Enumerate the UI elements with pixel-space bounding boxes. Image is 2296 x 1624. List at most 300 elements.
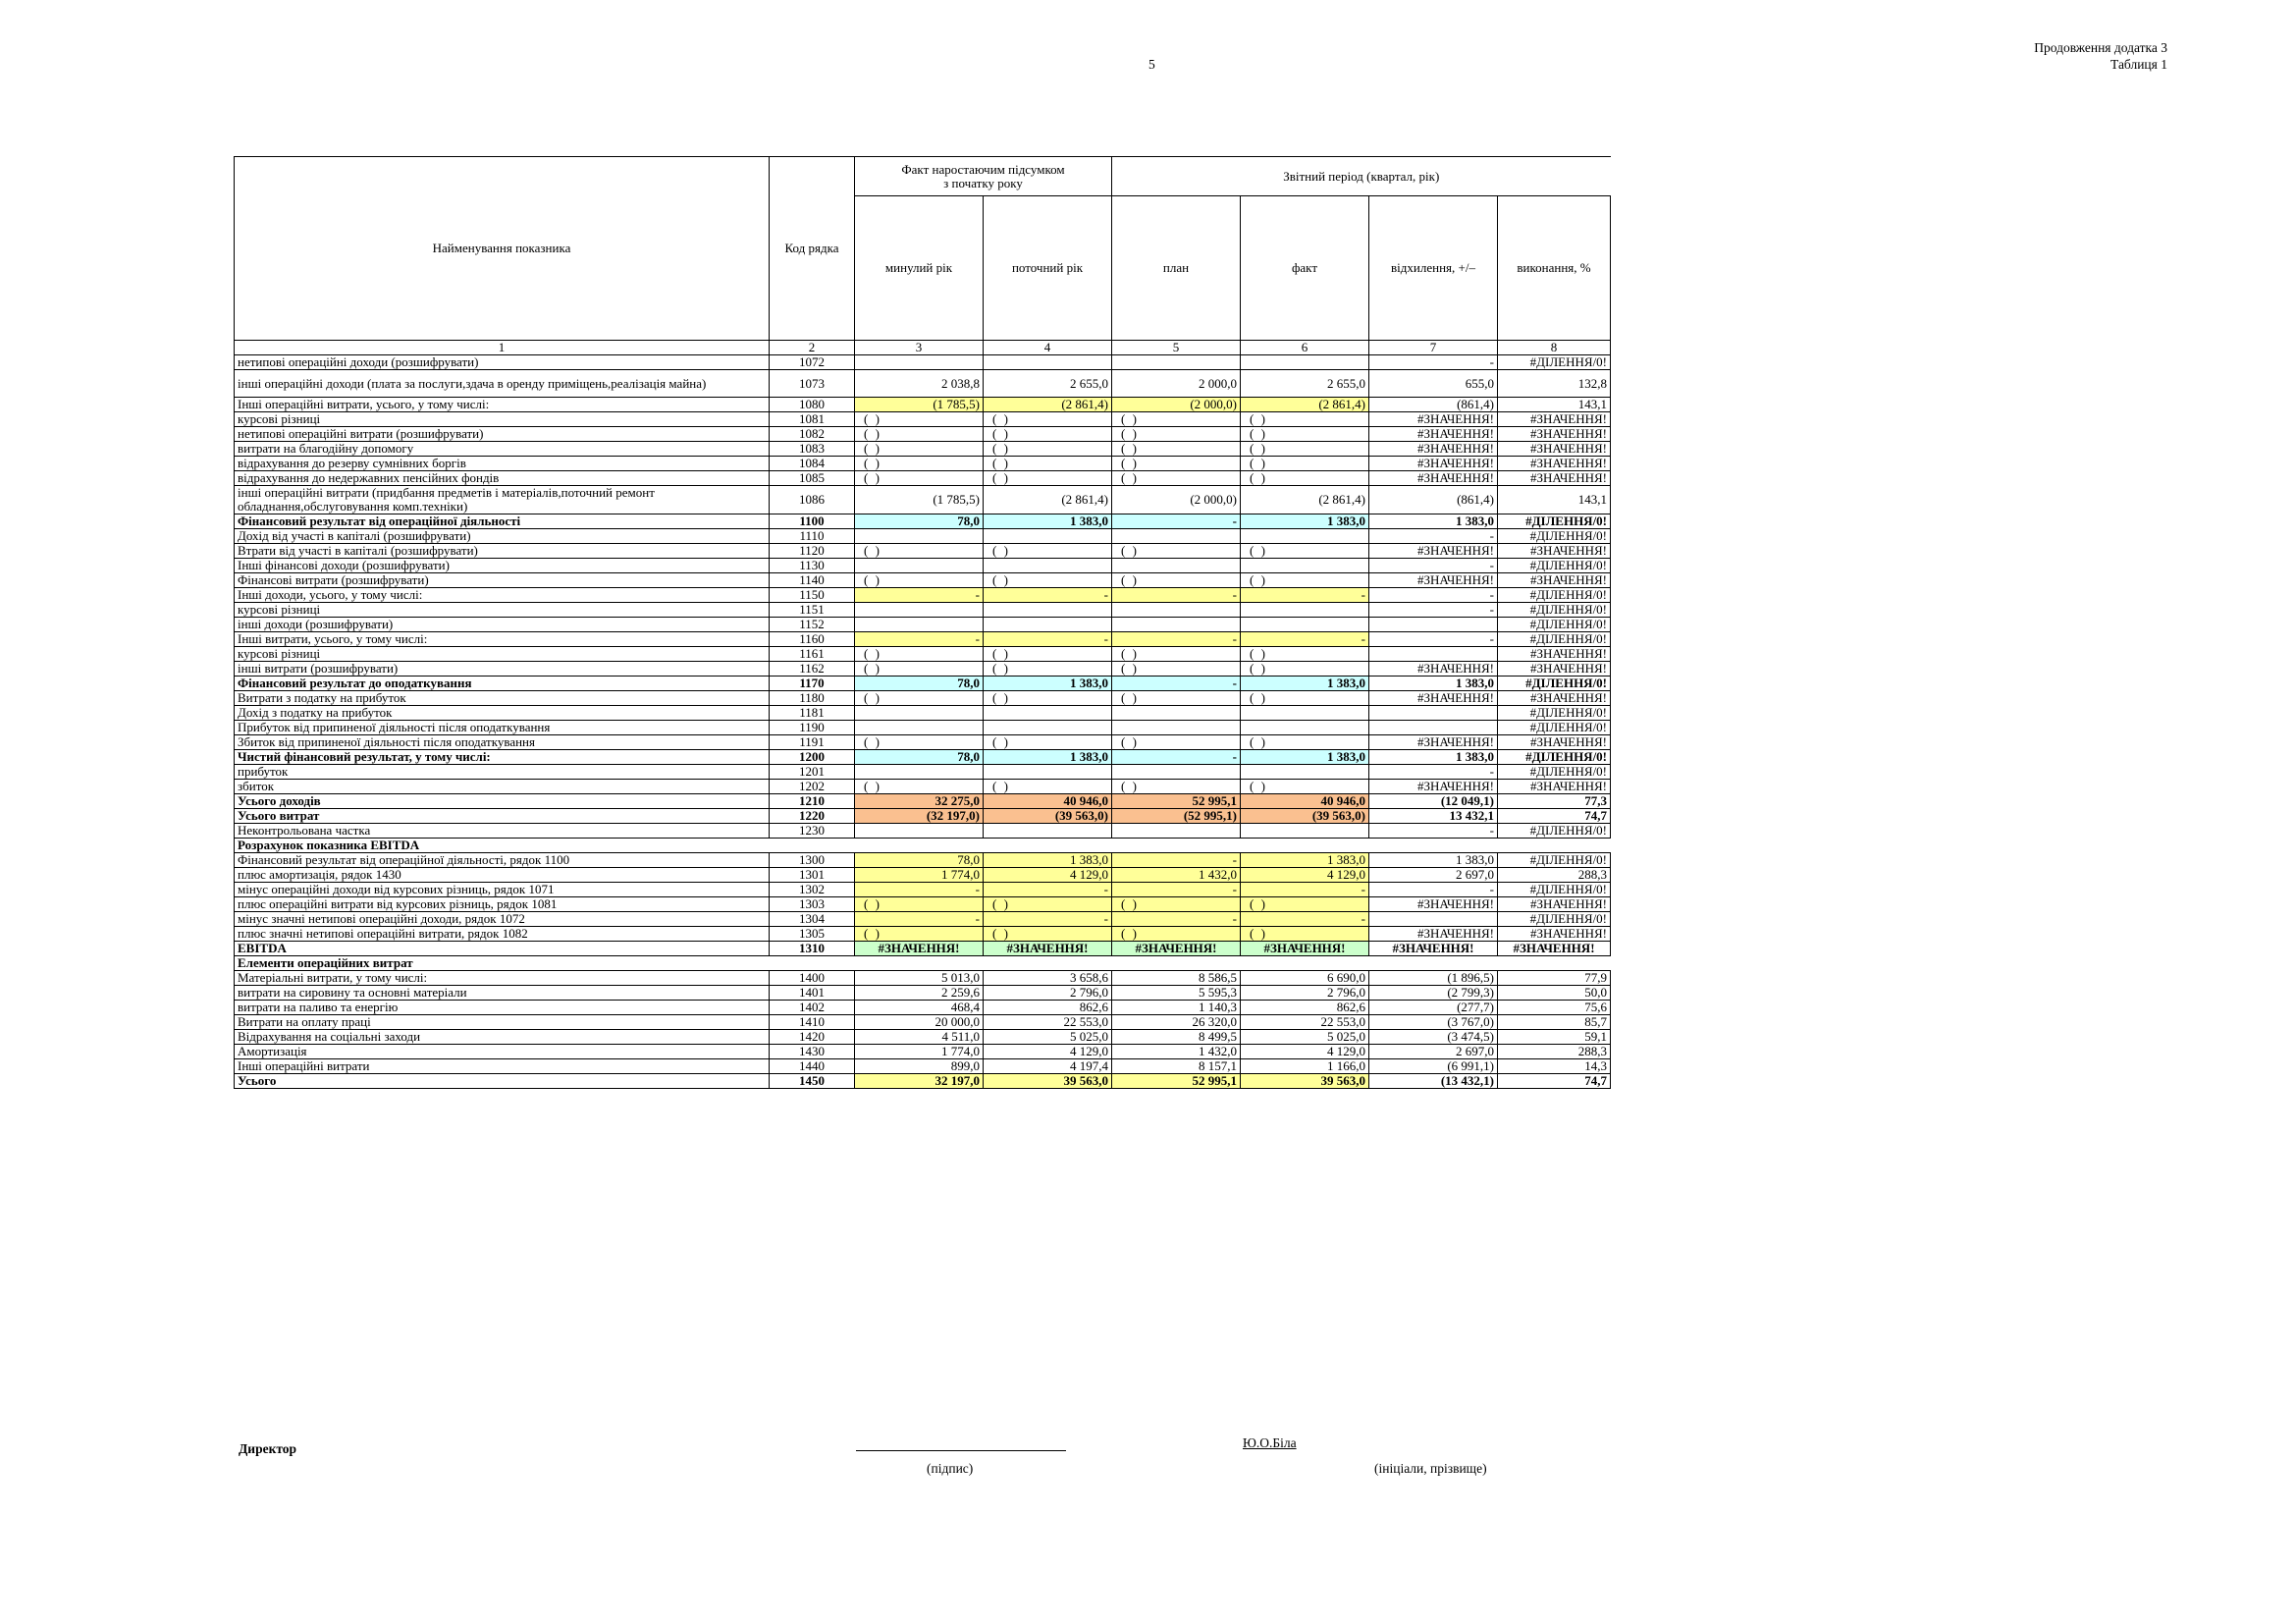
value-cell bbox=[984, 573, 1112, 588]
value-cell bbox=[1112, 897, 1241, 912]
value-cell bbox=[984, 471, 1112, 486]
value-cell bbox=[1369, 647, 1498, 662]
empty-bracket-value: ( ) bbox=[864, 646, 881, 661]
indicator-name: плюс амортизація, рядок 1430 bbox=[235, 868, 770, 883]
indicator-name: відрахування до недержавних пенсійних фондів bbox=[235, 471, 770, 486]
indicator-name: Усього доходів bbox=[235, 794, 770, 809]
indicator-name: витрати на сировину та основні матеріали bbox=[235, 986, 770, 1001]
value-cell: - bbox=[1112, 588, 1241, 603]
value-cell: #ЗНАЧЕННЯ! bbox=[1369, 471, 1498, 486]
value-cell bbox=[1112, 573, 1241, 588]
value-cell: - bbox=[855, 632, 984, 647]
empty-bracket-value: ( ) bbox=[864, 456, 881, 470]
table-row bbox=[235, 706, 1611, 721]
value-cell bbox=[1112, 735, 1241, 750]
value-cell: 40 946,0 bbox=[1241, 794, 1369, 809]
value-cell: 862,6 bbox=[1241, 1001, 1369, 1015]
value-cell: #ЗНАЧЕННЯ! bbox=[1369, 691, 1498, 706]
section-title: Розрахунок показника EBITDA bbox=[235, 839, 1611, 853]
value-cell: #ЗНАЧЕННЯ! bbox=[1369, 457, 1498, 471]
empty-bracket-value: ( ) bbox=[1250, 661, 1267, 676]
value-cell: - bbox=[855, 883, 984, 897]
value-cell bbox=[1241, 355, 1369, 370]
indicator-name: Витрати з податку на прибуток bbox=[235, 691, 770, 706]
value-cell bbox=[1112, 780, 1241, 794]
value-cell: 2 655,0 bbox=[1241, 370, 1369, 398]
value-cell: 39 563,0 bbox=[1241, 1074, 1369, 1089]
row-code: 1202 bbox=[770, 780, 855, 794]
value-cell: #ЗНАЧЕННЯ! bbox=[1369, 442, 1498, 457]
value-cell: #ЗНАЧЕННЯ! bbox=[1369, 927, 1498, 942]
value-cell bbox=[984, 721, 1112, 735]
value-cell: 5 013,0 bbox=[855, 971, 984, 986]
row-code: 1302 bbox=[770, 883, 855, 897]
value-cell: 1 383,0 bbox=[984, 750, 1112, 765]
row-code: 1083 bbox=[770, 442, 855, 457]
indicator-name: Відрахування на соціальні заходи bbox=[235, 1030, 770, 1045]
value-cell: - bbox=[1369, 588, 1498, 603]
value-cell bbox=[855, 765, 984, 780]
empty-bracket-value: ( ) bbox=[1121, 661, 1139, 676]
value-cell: #ЗНАЧЕННЯ! bbox=[1498, 780, 1611, 794]
value-cell bbox=[1241, 442, 1369, 457]
empty-bracket-value: ( ) bbox=[864, 896, 881, 911]
value-cell: 3 658,6 bbox=[984, 971, 1112, 986]
value-cell bbox=[1112, 457, 1241, 471]
table-row bbox=[235, 471, 1611, 486]
value-cell bbox=[1112, 427, 1241, 442]
value-cell: #ДІЛЕННЯ/0! bbox=[1498, 632, 1611, 647]
value-cell bbox=[1241, 544, 1369, 559]
value-cell: #ЗНАЧЕННЯ! bbox=[1498, 662, 1611, 677]
value-cell: #ДІЛЕННЯ/0! bbox=[1498, 824, 1611, 839]
row-code: 1151 bbox=[770, 603, 855, 618]
value-cell bbox=[855, 897, 984, 912]
indicator-name: Дохід з податку на прибуток bbox=[235, 706, 770, 721]
value-cell: (39 563,0) bbox=[1241, 809, 1369, 824]
value-cell: 4 129,0 bbox=[984, 868, 1112, 883]
table-row bbox=[235, 1045, 1611, 1059]
director-label: Директор bbox=[239, 1441, 297, 1456]
table-row bbox=[235, 647, 1611, 662]
empty-bracket-value: ( ) bbox=[1121, 926, 1139, 941]
value-cell: #ЗНАЧЕННЯ! bbox=[1112, 942, 1241, 956]
table-row bbox=[235, 824, 1611, 839]
value-cell bbox=[1112, 603, 1241, 618]
value-cell bbox=[984, 706, 1112, 721]
value-cell bbox=[1112, 662, 1241, 677]
value-cell: - bbox=[1112, 677, 1241, 691]
value-cell: (1 896,5) bbox=[1369, 971, 1498, 986]
column-number: 8 bbox=[1498, 341, 1611, 355]
empty-bracket-value: ( ) bbox=[1250, 543, 1267, 558]
empty-bracket-value: ( ) bbox=[992, 779, 1010, 793]
row-code: 1150 bbox=[770, 588, 855, 603]
value-cell: 2 697,0 bbox=[1369, 868, 1498, 883]
value-cell: (2 000,0) bbox=[1112, 398, 1241, 412]
value-cell: #ДІЛЕННЯ/0! bbox=[1498, 514, 1611, 529]
value-cell: 78,0 bbox=[855, 514, 984, 529]
value-cell: 74,7 bbox=[1498, 1074, 1611, 1089]
value-cell bbox=[1369, 912, 1498, 927]
row-code: 1110 bbox=[770, 529, 855, 544]
indicator-name: витрати на благодійну допомогу bbox=[235, 442, 770, 457]
value-cell bbox=[1112, 824, 1241, 839]
table-row bbox=[235, 780, 1611, 794]
table-row bbox=[235, 721, 1611, 735]
value-cell: - bbox=[984, 588, 1112, 603]
value-cell bbox=[1112, 721, 1241, 735]
table-number-label: Таблиця 1 bbox=[2110, 57, 2167, 72]
empty-bracket-value: ( ) bbox=[864, 779, 881, 793]
indicator-name: Матеріальні витрати, у тому числі: bbox=[235, 971, 770, 986]
value-cell bbox=[855, 691, 984, 706]
value-cell: - bbox=[1241, 632, 1369, 647]
empty-bracket-value: ( ) bbox=[864, 690, 881, 705]
indicator-name: курсові різниці bbox=[235, 603, 770, 618]
value-cell bbox=[1241, 765, 1369, 780]
row-code: 1161 bbox=[770, 647, 855, 662]
value-cell bbox=[984, 603, 1112, 618]
value-cell bbox=[855, 529, 984, 544]
row-code: 1085 bbox=[770, 471, 855, 486]
value-cell bbox=[855, 735, 984, 750]
empty-bracket-value: ( ) bbox=[992, 470, 1010, 485]
value-cell: (3 474,5) bbox=[1369, 1030, 1498, 1045]
indicator-name: плюс операційні витрати від курсових різниць, рядок 1081 bbox=[235, 897, 770, 912]
value-cell: 1 383,0 bbox=[1369, 677, 1498, 691]
indicator-name: мінус операційні доходи від курсових різниць, рядок 1071 bbox=[235, 883, 770, 897]
indicator-name: Інші операційні витрати, усього, у тому числі: bbox=[235, 398, 770, 412]
header-cumulative-group: Факт наростаючим підсумком з початку року bbox=[855, 157, 1112, 196]
indicator-name: Усього bbox=[235, 1074, 770, 1089]
empty-bracket-value: ( ) bbox=[1121, 441, 1139, 456]
table-row bbox=[235, 412, 1611, 427]
empty-bracket-value: ( ) bbox=[1250, 456, 1267, 470]
value-cell bbox=[1241, 427, 1369, 442]
empty-bracket-value: ( ) bbox=[1121, 779, 1139, 793]
row-code: 1210 bbox=[770, 794, 855, 809]
empty-bracket-value: ( ) bbox=[992, 456, 1010, 470]
empty-bracket-value: ( ) bbox=[1121, 896, 1139, 911]
indicator-name: Фінансові витрати (розшифрувати) bbox=[235, 573, 770, 588]
value-cell: 5 595,3 bbox=[1112, 986, 1241, 1001]
empty-bracket-value: ( ) bbox=[864, 426, 881, 441]
table-row bbox=[235, 971, 1611, 986]
value-cell bbox=[855, 573, 984, 588]
value-cell: 1 383,0 bbox=[1369, 750, 1498, 765]
indicator-name: інші витрати (розшифрувати) bbox=[235, 662, 770, 677]
value-cell: (13 432,1) bbox=[1369, 1074, 1498, 1089]
value-cell: 288,3 bbox=[1498, 1045, 1611, 1059]
value-cell bbox=[1241, 457, 1369, 471]
value-cell bbox=[984, 897, 1112, 912]
value-cell: 8 499,5 bbox=[1112, 1030, 1241, 1045]
column-number: 3 bbox=[855, 341, 984, 355]
financial-report-table bbox=[234, 156, 1611, 1089]
value-cell: - bbox=[1369, 632, 1498, 647]
value-cell bbox=[855, 471, 984, 486]
value-cell: 2 796,0 bbox=[1241, 986, 1369, 1001]
table-row bbox=[235, 514, 1611, 529]
value-cell: - bbox=[1112, 853, 1241, 868]
value-cell bbox=[1241, 471, 1369, 486]
value-cell: #ЗНАЧЕННЯ! bbox=[1369, 427, 1498, 442]
header-row-code: Код рядка bbox=[770, 157, 855, 341]
empty-bracket-value: ( ) bbox=[992, 734, 1010, 749]
value-cell bbox=[855, 706, 984, 721]
empty-bracket-value: ( ) bbox=[992, 690, 1010, 705]
value-cell: (2 000,0) bbox=[1112, 486, 1241, 514]
value-cell: #ЗНАЧЕННЯ! bbox=[1498, 647, 1611, 662]
empty-bracket-value: ( ) bbox=[864, 543, 881, 558]
table-row bbox=[235, 1015, 1611, 1030]
row-code: 1084 bbox=[770, 457, 855, 471]
value-cell bbox=[1241, 897, 1369, 912]
value-cell bbox=[1112, 529, 1241, 544]
empty-bracket-value: ( ) bbox=[1250, 896, 1267, 911]
indicator-name: EBITDA bbox=[235, 942, 770, 956]
value-cell: #ДІЛЕННЯ/0! bbox=[1498, 618, 1611, 632]
value-cell: (2 799,3) bbox=[1369, 986, 1498, 1001]
value-cell: 4 129,0 bbox=[1241, 868, 1369, 883]
value-cell bbox=[1241, 721, 1369, 735]
value-cell: 1 140,3 bbox=[1112, 1001, 1241, 1015]
row-code: 1160 bbox=[770, 632, 855, 647]
value-cell: - bbox=[1369, 883, 1498, 897]
continuation-label: Продовження додатка 3 bbox=[2034, 40, 2167, 55]
value-cell: 52 995,1 bbox=[1112, 794, 1241, 809]
value-cell: - bbox=[855, 588, 984, 603]
value-cell: #ДІЛЕННЯ/0! bbox=[1498, 721, 1611, 735]
value-cell: #ЗНАЧЕННЯ! bbox=[1498, 457, 1611, 471]
value-cell bbox=[1112, 765, 1241, 780]
empty-bracket-value: ( ) bbox=[864, 441, 881, 456]
header-deviation: відхилення, +/– bbox=[1369, 196, 1498, 341]
value-cell: 40 946,0 bbox=[984, 794, 1112, 809]
value-cell: - bbox=[1369, 559, 1498, 573]
table-row bbox=[235, 986, 1611, 1001]
section-title: Елементи операційних витрат bbox=[235, 956, 1611, 971]
empty-bracket-value: ( ) bbox=[1250, 690, 1267, 705]
value-cell bbox=[855, 412, 984, 427]
indicator-name: курсові різниці bbox=[235, 647, 770, 662]
value-cell: - bbox=[1241, 883, 1369, 897]
report-body bbox=[235, 355, 1611, 1089]
indicator-name: Інші доходи, усього, у тому числі: bbox=[235, 588, 770, 603]
value-cell bbox=[984, 559, 1112, 573]
table-row bbox=[235, 912, 1611, 927]
table-row bbox=[235, 1001, 1611, 1015]
value-cell: 1 383,0 bbox=[984, 677, 1112, 691]
row-code: 1303 bbox=[770, 897, 855, 912]
value-cell bbox=[855, 662, 984, 677]
value-cell: - bbox=[984, 632, 1112, 647]
value-cell: #ДІЛЕННЯ/0! bbox=[1498, 750, 1611, 765]
empty-bracket-value: ( ) bbox=[864, 572, 881, 587]
empty-bracket-value: ( ) bbox=[1250, 572, 1267, 587]
table-row bbox=[235, 677, 1611, 691]
empty-bracket-value: ( ) bbox=[992, 426, 1010, 441]
value-cell bbox=[1241, 706, 1369, 721]
column-number: 4 bbox=[984, 341, 1112, 355]
empty-bracket-value: ( ) bbox=[992, 661, 1010, 676]
row-code: 1220 bbox=[770, 809, 855, 824]
value-cell: 20 000,0 bbox=[855, 1015, 984, 1030]
indicator-name: Витрати на оплату праці bbox=[235, 1015, 770, 1030]
value-cell bbox=[855, 824, 984, 839]
value-cell: - bbox=[1369, 355, 1498, 370]
value-cell: 1 432,0 bbox=[1112, 868, 1241, 883]
empty-bracket-value: ( ) bbox=[864, 470, 881, 485]
value-cell: 1 383,0 bbox=[1241, 750, 1369, 765]
value-cell: - bbox=[984, 912, 1112, 927]
value-cell bbox=[1241, 412, 1369, 427]
row-code: 1450 bbox=[770, 1074, 855, 1089]
value-cell: #ДІЛЕННЯ/0! bbox=[1498, 883, 1611, 897]
value-cell: 13 432,1 bbox=[1369, 809, 1498, 824]
value-cell bbox=[855, 927, 984, 942]
value-cell: 39 563,0 bbox=[984, 1074, 1112, 1089]
value-cell bbox=[984, 442, 1112, 457]
section-row bbox=[235, 956, 1611, 971]
value-cell: 75,6 bbox=[1498, 1001, 1611, 1015]
empty-bracket-value: ( ) bbox=[864, 734, 881, 749]
value-cell bbox=[1112, 544, 1241, 559]
header-prev-year: минулий рік bbox=[855, 196, 984, 341]
empty-bracket-value: ( ) bbox=[1250, 426, 1267, 441]
empty-bracket-value: ( ) bbox=[864, 411, 881, 426]
value-cell: 143,1 bbox=[1498, 486, 1611, 514]
value-cell: 52 995,1 bbox=[1112, 1074, 1241, 1089]
row-code: 1100 bbox=[770, 514, 855, 529]
value-cell: 132,8 bbox=[1498, 370, 1611, 398]
empty-bracket-value: ( ) bbox=[992, 441, 1010, 456]
value-cell bbox=[1241, 824, 1369, 839]
value-cell bbox=[1112, 471, 1241, 486]
table-row bbox=[235, 1030, 1611, 1045]
value-cell: (52 995,1) bbox=[1112, 809, 1241, 824]
value-cell: #ЗНАЧЕННЯ! bbox=[1369, 544, 1498, 559]
table-row bbox=[235, 868, 1611, 883]
value-cell: #ЗНАЧЕННЯ! bbox=[1498, 735, 1611, 750]
value-cell: 862,6 bbox=[984, 1001, 1112, 1015]
indicator-name: плюс значні нетипові операційні витрати, рядок 1082 bbox=[235, 927, 770, 942]
value-cell: #ДІЛЕННЯ/0! bbox=[1498, 559, 1611, 573]
value-cell: #ЗНАЧЕННЯ! bbox=[1498, 942, 1611, 956]
value-cell: #ЗНАЧЕННЯ! bbox=[1498, 412, 1611, 427]
row-code: 1140 bbox=[770, 573, 855, 588]
row-code: 1402 bbox=[770, 1001, 855, 1015]
value-cell: #ЗНАЧЕННЯ! bbox=[1498, 544, 1611, 559]
value-cell bbox=[1369, 618, 1498, 632]
value-cell bbox=[855, 427, 984, 442]
table-row bbox=[235, 1059, 1611, 1074]
value-cell: 14,3 bbox=[1498, 1059, 1611, 1074]
table-row bbox=[235, 618, 1611, 632]
empty-bracket-value: ( ) bbox=[1121, 734, 1139, 749]
value-cell: 2 796,0 bbox=[984, 986, 1112, 1001]
value-cell bbox=[855, 442, 984, 457]
table-row bbox=[235, 486, 1611, 514]
value-cell bbox=[1369, 721, 1498, 735]
value-cell: - bbox=[1369, 529, 1498, 544]
indicator-name: Неконтрольована частка bbox=[235, 824, 770, 839]
value-cell bbox=[855, 457, 984, 471]
value-cell bbox=[855, 618, 984, 632]
value-cell: (3 767,0) bbox=[1369, 1015, 1498, 1030]
empty-bracket-value: ( ) bbox=[992, 926, 1010, 941]
value-cell: #ЗНАЧЕННЯ! bbox=[1498, 442, 1611, 457]
row-code: 1180 bbox=[770, 691, 855, 706]
director-name: Ю.О.Біла bbox=[1243, 1435, 1297, 1450]
value-cell: 6 690,0 bbox=[1241, 971, 1369, 986]
value-cell bbox=[984, 824, 1112, 839]
row-code: 1152 bbox=[770, 618, 855, 632]
value-cell: 32 275,0 bbox=[855, 794, 984, 809]
value-cell: #ДІЛЕННЯ/0! bbox=[1498, 588, 1611, 603]
indicator-name: Фінансовий результат від операційної діяльності, рядок 1100 bbox=[235, 853, 770, 868]
value-cell bbox=[855, 603, 984, 618]
value-cell: #ЗНАЧЕННЯ! bbox=[1369, 942, 1498, 956]
value-cell bbox=[1241, 618, 1369, 632]
value-cell bbox=[1241, 559, 1369, 573]
row-code: 1072 bbox=[770, 355, 855, 370]
row-code: 1191 bbox=[770, 735, 855, 750]
value-cell: #ЗНАЧЕННЯ! bbox=[855, 942, 984, 956]
value-cell bbox=[855, 721, 984, 735]
table-row bbox=[235, 1074, 1611, 1089]
table-row bbox=[235, 897, 1611, 912]
value-cell bbox=[1112, 442, 1241, 457]
value-cell: (2 861,4) bbox=[1241, 398, 1369, 412]
value-cell: #ДІЛЕННЯ/0! bbox=[1498, 765, 1611, 780]
indicator-name: відрахування до резерву сумнівних боргів bbox=[235, 457, 770, 471]
value-cell bbox=[1112, 927, 1241, 942]
value-cell bbox=[855, 544, 984, 559]
value-cell bbox=[984, 427, 1112, 442]
empty-bracket-value: ( ) bbox=[1250, 779, 1267, 793]
value-cell: 8 157,1 bbox=[1112, 1059, 1241, 1074]
row-code: 1082 bbox=[770, 427, 855, 442]
row-code: 1430 bbox=[770, 1045, 855, 1059]
indicator-name: прибуток bbox=[235, 765, 770, 780]
value-cell: 2 697,0 bbox=[1369, 1045, 1498, 1059]
value-cell: #ЗНАЧЕННЯ! bbox=[1498, 691, 1611, 706]
value-cell: - bbox=[1112, 514, 1241, 529]
indicator-name: Втрати від участі в капіталі (розшифрувати) bbox=[235, 544, 770, 559]
table-row bbox=[235, 853, 1611, 868]
empty-bracket-value: ( ) bbox=[992, 646, 1010, 661]
value-cell: #ДІЛЕННЯ/0! bbox=[1498, 529, 1611, 544]
value-cell: 2 038,8 bbox=[855, 370, 984, 398]
row-code: 1230 bbox=[770, 824, 855, 839]
value-cell: #ЗНАЧЕННЯ! bbox=[1369, 412, 1498, 427]
value-cell: (861,4) bbox=[1369, 398, 1498, 412]
value-cell: 1 774,0 bbox=[855, 1045, 984, 1059]
signature-line bbox=[856, 1450, 1066, 1451]
row-code: 1080 bbox=[770, 398, 855, 412]
value-cell: 1 383,0 bbox=[984, 853, 1112, 868]
table-row bbox=[235, 662, 1611, 677]
indicator-name: нетипові операційні витрати (розшифрувати) bbox=[235, 427, 770, 442]
indicator-name: інші операційні доходи (плата за послуги,здача в оренду приміщень,реалізація майна) bbox=[235, 370, 770, 398]
column-number-row bbox=[235, 341, 1611, 355]
value-cell bbox=[1112, 691, 1241, 706]
value-cell: - bbox=[1241, 588, 1369, 603]
row-code: 1120 bbox=[770, 544, 855, 559]
table-row bbox=[235, 735, 1611, 750]
